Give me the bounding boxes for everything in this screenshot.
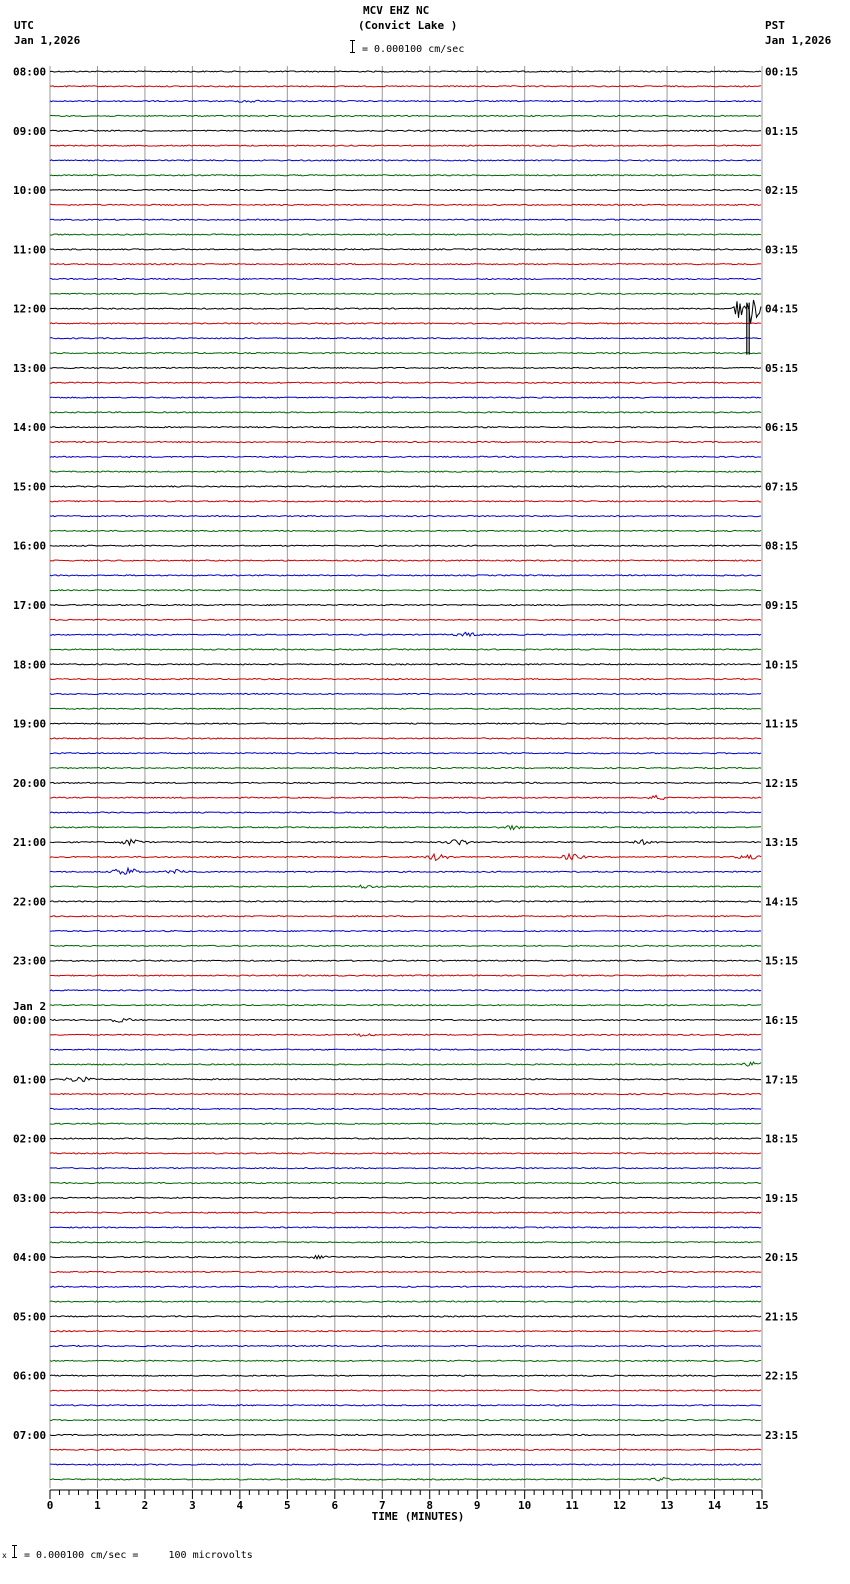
pst-hour-label: 23:15 bbox=[765, 1428, 799, 1442]
trace-row bbox=[50, 960, 761, 961]
trace-row bbox=[50, 412, 761, 413]
x-tick-label: 8 bbox=[426, 1499, 434, 1512]
trace-row bbox=[50, 930, 761, 931]
x-tick-label: 4 bbox=[236, 1499, 244, 1512]
pst-hour-label: 17:15 bbox=[765, 1073, 799, 1087]
utc-hour-label: 08:00 bbox=[13, 65, 47, 79]
x-tick-label: 13 bbox=[660, 1499, 674, 1512]
trace-row bbox=[50, 1005, 761, 1006]
trace-row bbox=[50, 1464, 761, 1465]
station-location: (Convict Lake ) bbox=[358, 19, 458, 32]
utc-hour-label: 19:00 bbox=[13, 717, 47, 731]
trace-row bbox=[50, 338, 761, 339]
utc-hour-label: 07:00 bbox=[13, 1428, 47, 1442]
pst-hour-label: 11:15 bbox=[765, 717, 799, 731]
utc-hour-label: 02:00 bbox=[13, 1132, 47, 1146]
pst-hour-label: 04:15 bbox=[765, 302, 799, 316]
trace-row bbox=[50, 664, 761, 665]
trace-row bbox=[50, 1182, 761, 1183]
trace-row bbox=[50, 1062, 761, 1066]
trace-row bbox=[50, 1108, 761, 1109]
right-date: Jan 1,2026 bbox=[765, 34, 832, 47]
trace-row bbox=[50, 234, 761, 235]
trace-row bbox=[50, 1345, 761, 1346]
footer-mark: x bbox=[2, 1551, 7, 1560]
trace-row bbox=[50, 219, 761, 220]
trace-row bbox=[50, 1271, 761, 1272]
trace-row bbox=[50, 71, 761, 72]
trace-row bbox=[50, 590, 761, 591]
x-tick-label: 14 bbox=[707, 1499, 722, 1512]
trace-row bbox=[50, 723, 761, 724]
trace-row bbox=[50, 649, 761, 650]
trace-row bbox=[50, 1331, 761, 1332]
trace-row bbox=[50, 975, 761, 976]
trace-row bbox=[50, 1242, 761, 1243]
trace-row bbox=[50, 1256, 761, 1259]
day-change-label: Jan 2 bbox=[13, 999, 47, 1013]
trace-row bbox=[50, 1019, 761, 1023]
trace-row bbox=[50, 826, 761, 830]
trace-row bbox=[50, 1138, 761, 1139]
trace-row bbox=[50, 812, 761, 813]
pst-hour-label: 05:15 bbox=[765, 361, 799, 375]
trace-row bbox=[50, 545, 761, 546]
trace-row bbox=[50, 782, 761, 783]
footer-scale-text: = 0.000100 cm/sec = 100 microvolts bbox=[24, 1550, 253, 1561]
pst-hour-label: 22:15 bbox=[765, 1369, 799, 1383]
pst-hour-label: 13:15 bbox=[765, 836, 799, 850]
x-axis bbox=[47, 1490, 769, 1523]
utc-hour-label: 01:00 bbox=[13, 1073, 47, 1087]
utc-hour-label: 16:00 bbox=[13, 539, 47, 553]
utc-hour-label: 15:00 bbox=[13, 480, 47, 494]
trace-row bbox=[50, 1049, 761, 1050]
trace-row bbox=[50, 854, 761, 860]
trace-row bbox=[50, 115, 761, 116]
pst-hour-label: 18:15 bbox=[765, 1132, 799, 1146]
x-tick-label: 5 bbox=[284, 1499, 291, 1512]
utc-hour-label: 06:00 bbox=[13, 1369, 47, 1383]
trace-row bbox=[50, 1227, 761, 1228]
x-tick-label: 7 bbox=[378, 1499, 386, 1512]
trace-row bbox=[50, 352, 761, 353]
trace-row bbox=[50, 738, 761, 739]
trace-row bbox=[50, 1434, 761, 1435]
trace-row bbox=[50, 175, 761, 176]
trace-row bbox=[50, 367, 761, 368]
trace-row bbox=[50, 1301, 761, 1302]
trace-row bbox=[50, 575, 761, 576]
trace-row bbox=[50, 885, 761, 888]
trace-row bbox=[50, 990, 761, 991]
trace-row bbox=[50, 1168, 761, 1169]
trace-row bbox=[50, 530, 761, 531]
trace-row bbox=[50, 86, 761, 87]
trace-row bbox=[50, 619, 761, 620]
trace-row bbox=[50, 300, 761, 324]
pst-hour-label: 06:15 bbox=[765, 421, 799, 435]
trace-row bbox=[50, 130, 761, 131]
trace-row bbox=[50, 160, 761, 161]
trace-row bbox=[50, 278, 761, 279]
trace-row bbox=[50, 1034, 761, 1036]
utc-hour-label: 18:00 bbox=[13, 658, 47, 672]
trace-row bbox=[50, 1390, 761, 1391]
x-tick-label: 2 bbox=[141, 1499, 149, 1512]
x-tick-label: 9 bbox=[473, 1499, 481, 1512]
trace-row bbox=[50, 441, 761, 442]
utc-hour-label: 03:00 bbox=[13, 1191, 47, 1205]
x-tick-label: 10 bbox=[518, 1499, 532, 1512]
trace-row bbox=[50, 1093, 761, 1094]
utc-hour-label: 05:00 bbox=[13, 1310, 47, 1324]
station-title: MCV EHZ NC bbox=[363, 4, 430, 17]
trace-row bbox=[50, 1375, 761, 1376]
left-date: Jan 1,2026 bbox=[14, 34, 81, 47]
pst-hour-label: 01:15 bbox=[765, 124, 799, 138]
pst-hour-label: 20:15 bbox=[765, 1251, 799, 1265]
footer-scale-bar-icon bbox=[14, 1545, 15, 1558]
right-timezone: PST bbox=[765, 19, 785, 32]
utc-hour-label: 10:00 bbox=[13, 184, 47, 198]
trace-row bbox=[50, 204, 761, 205]
trace-row bbox=[50, 1316, 761, 1317]
trace-row bbox=[50, 189, 761, 190]
pst-hour-label: 00:15 bbox=[765, 65, 799, 79]
trace-row bbox=[50, 767, 761, 768]
x-tick-label: 0 bbox=[46, 1499, 54, 1512]
utc-hour-label: 21:00 bbox=[13, 836, 47, 850]
trace-row bbox=[50, 560, 761, 561]
utc-hour-label: 20:00 bbox=[13, 776, 47, 790]
utc-hour-label: 12:00 bbox=[13, 302, 47, 316]
trace-row bbox=[50, 501, 761, 502]
trace-row bbox=[50, 753, 761, 754]
x-tick-label: 11 bbox=[565, 1499, 579, 1512]
traces bbox=[50, 71, 761, 1481]
trace-row bbox=[50, 1405, 761, 1406]
x-axis-title: TIME (MINUTES) bbox=[371, 1510, 465, 1523]
utc-hour-label: 09:00 bbox=[13, 124, 47, 138]
trace-row bbox=[50, 693, 761, 694]
trace-row bbox=[50, 1123, 761, 1124]
trace-row bbox=[50, 145, 761, 146]
pst-hour-label: 16:15 bbox=[765, 1013, 799, 1027]
utc-hour-label: 23:00 bbox=[13, 954, 47, 968]
pst-hour-label: 02:15 bbox=[765, 184, 799, 198]
trace-row bbox=[50, 632, 761, 636]
trace-row bbox=[50, 1077, 761, 1081]
pst-hour-label: 07:15 bbox=[765, 480, 799, 494]
trace-row bbox=[50, 945, 761, 946]
pst-hour-label: 09:15 bbox=[765, 599, 799, 613]
trace-row bbox=[50, 604, 761, 605]
trace-row bbox=[50, 1360, 761, 1361]
trace-row bbox=[50, 839, 761, 845]
utc-hour-label: 13:00 bbox=[13, 361, 47, 375]
trace-row bbox=[50, 1449, 761, 1450]
trace-row bbox=[50, 323, 761, 324]
left-timezone: UTC bbox=[14, 19, 34, 32]
trace-row bbox=[50, 901, 761, 902]
trace-row bbox=[50, 868, 761, 874]
utc-hour-label: 11:00 bbox=[13, 243, 47, 257]
pst-hour-label: 14:15 bbox=[765, 895, 799, 909]
trace-row bbox=[50, 1153, 761, 1154]
trace-row bbox=[50, 708, 761, 709]
trace-row bbox=[50, 1477, 761, 1480]
trace-row bbox=[50, 397, 761, 398]
trace-row bbox=[50, 1420, 761, 1421]
trace-row bbox=[50, 1212, 761, 1213]
pst-hour-label: 10:15 bbox=[765, 658, 799, 672]
trace-row bbox=[50, 264, 761, 265]
pst-hour-label: 03:15 bbox=[765, 243, 799, 257]
pst-hour-label: 08:15 bbox=[765, 539, 799, 553]
x-tick-label: 3 bbox=[189, 1499, 196, 1512]
trace-row bbox=[50, 427, 761, 428]
scale-text: = 0.000100 cm/sec bbox=[362, 44, 465, 55]
x-tick-label: 1 bbox=[94, 1499, 101, 1512]
x-tick-label: 6 bbox=[331, 1499, 339, 1512]
utc-hour-label: 17:00 bbox=[13, 599, 47, 613]
utc-hour-label: 04:00 bbox=[13, 1251, 47, 1265]
pst-hour-label: 19:15 bbox=[765, 1191, 799, 1205]
trace-row bbox=[50, 382, 761, 383]
trace-row bbox=[50, 249, 761, 250]
utc-hour-label: 14:00 bbox=[13, 421, 47, 435]
trace-row bbox=[50, 100, 761, 102]
x-tick-label: 12 bbox=[612, 1499, 627, 1512]
trace-row bbox=[50, 293, 761, 294]
trace-row bbox=[50, 486, 761, 487]
trace-row bbox=[50, 456, 761, 457]
pst-hour-label: 21:15 bbox=[765, 1310, 799, 1324]
pst-hour-label: 12:15 bbox=[765, 776, 799, 790]
utc-hour-label: 22:00 bbox=[13, 895, 47, 909]
utc-hour-label: 00:00 bbox=[13, 1013, 47, 1027]
trace-row bbox=[50, 679, 761, 680]
trace-row bbox=[50, 795, 761, 799]
x-tick-label: 15 bbox=[755, 1499, 769, 1512]
trace-row bbox=[50, 516, 761, 517]
pst-hour-label: 15:15 bbox=[765, 954, 799, 968]
trace-row bbox=[50, 1286, 761, 1287]
trace-row bbox=[50, 1197, 761, 1198]
trace-row bbox=[50, 916, 761, 917]
trace-row bbox=[50, 471, 761, 472]
